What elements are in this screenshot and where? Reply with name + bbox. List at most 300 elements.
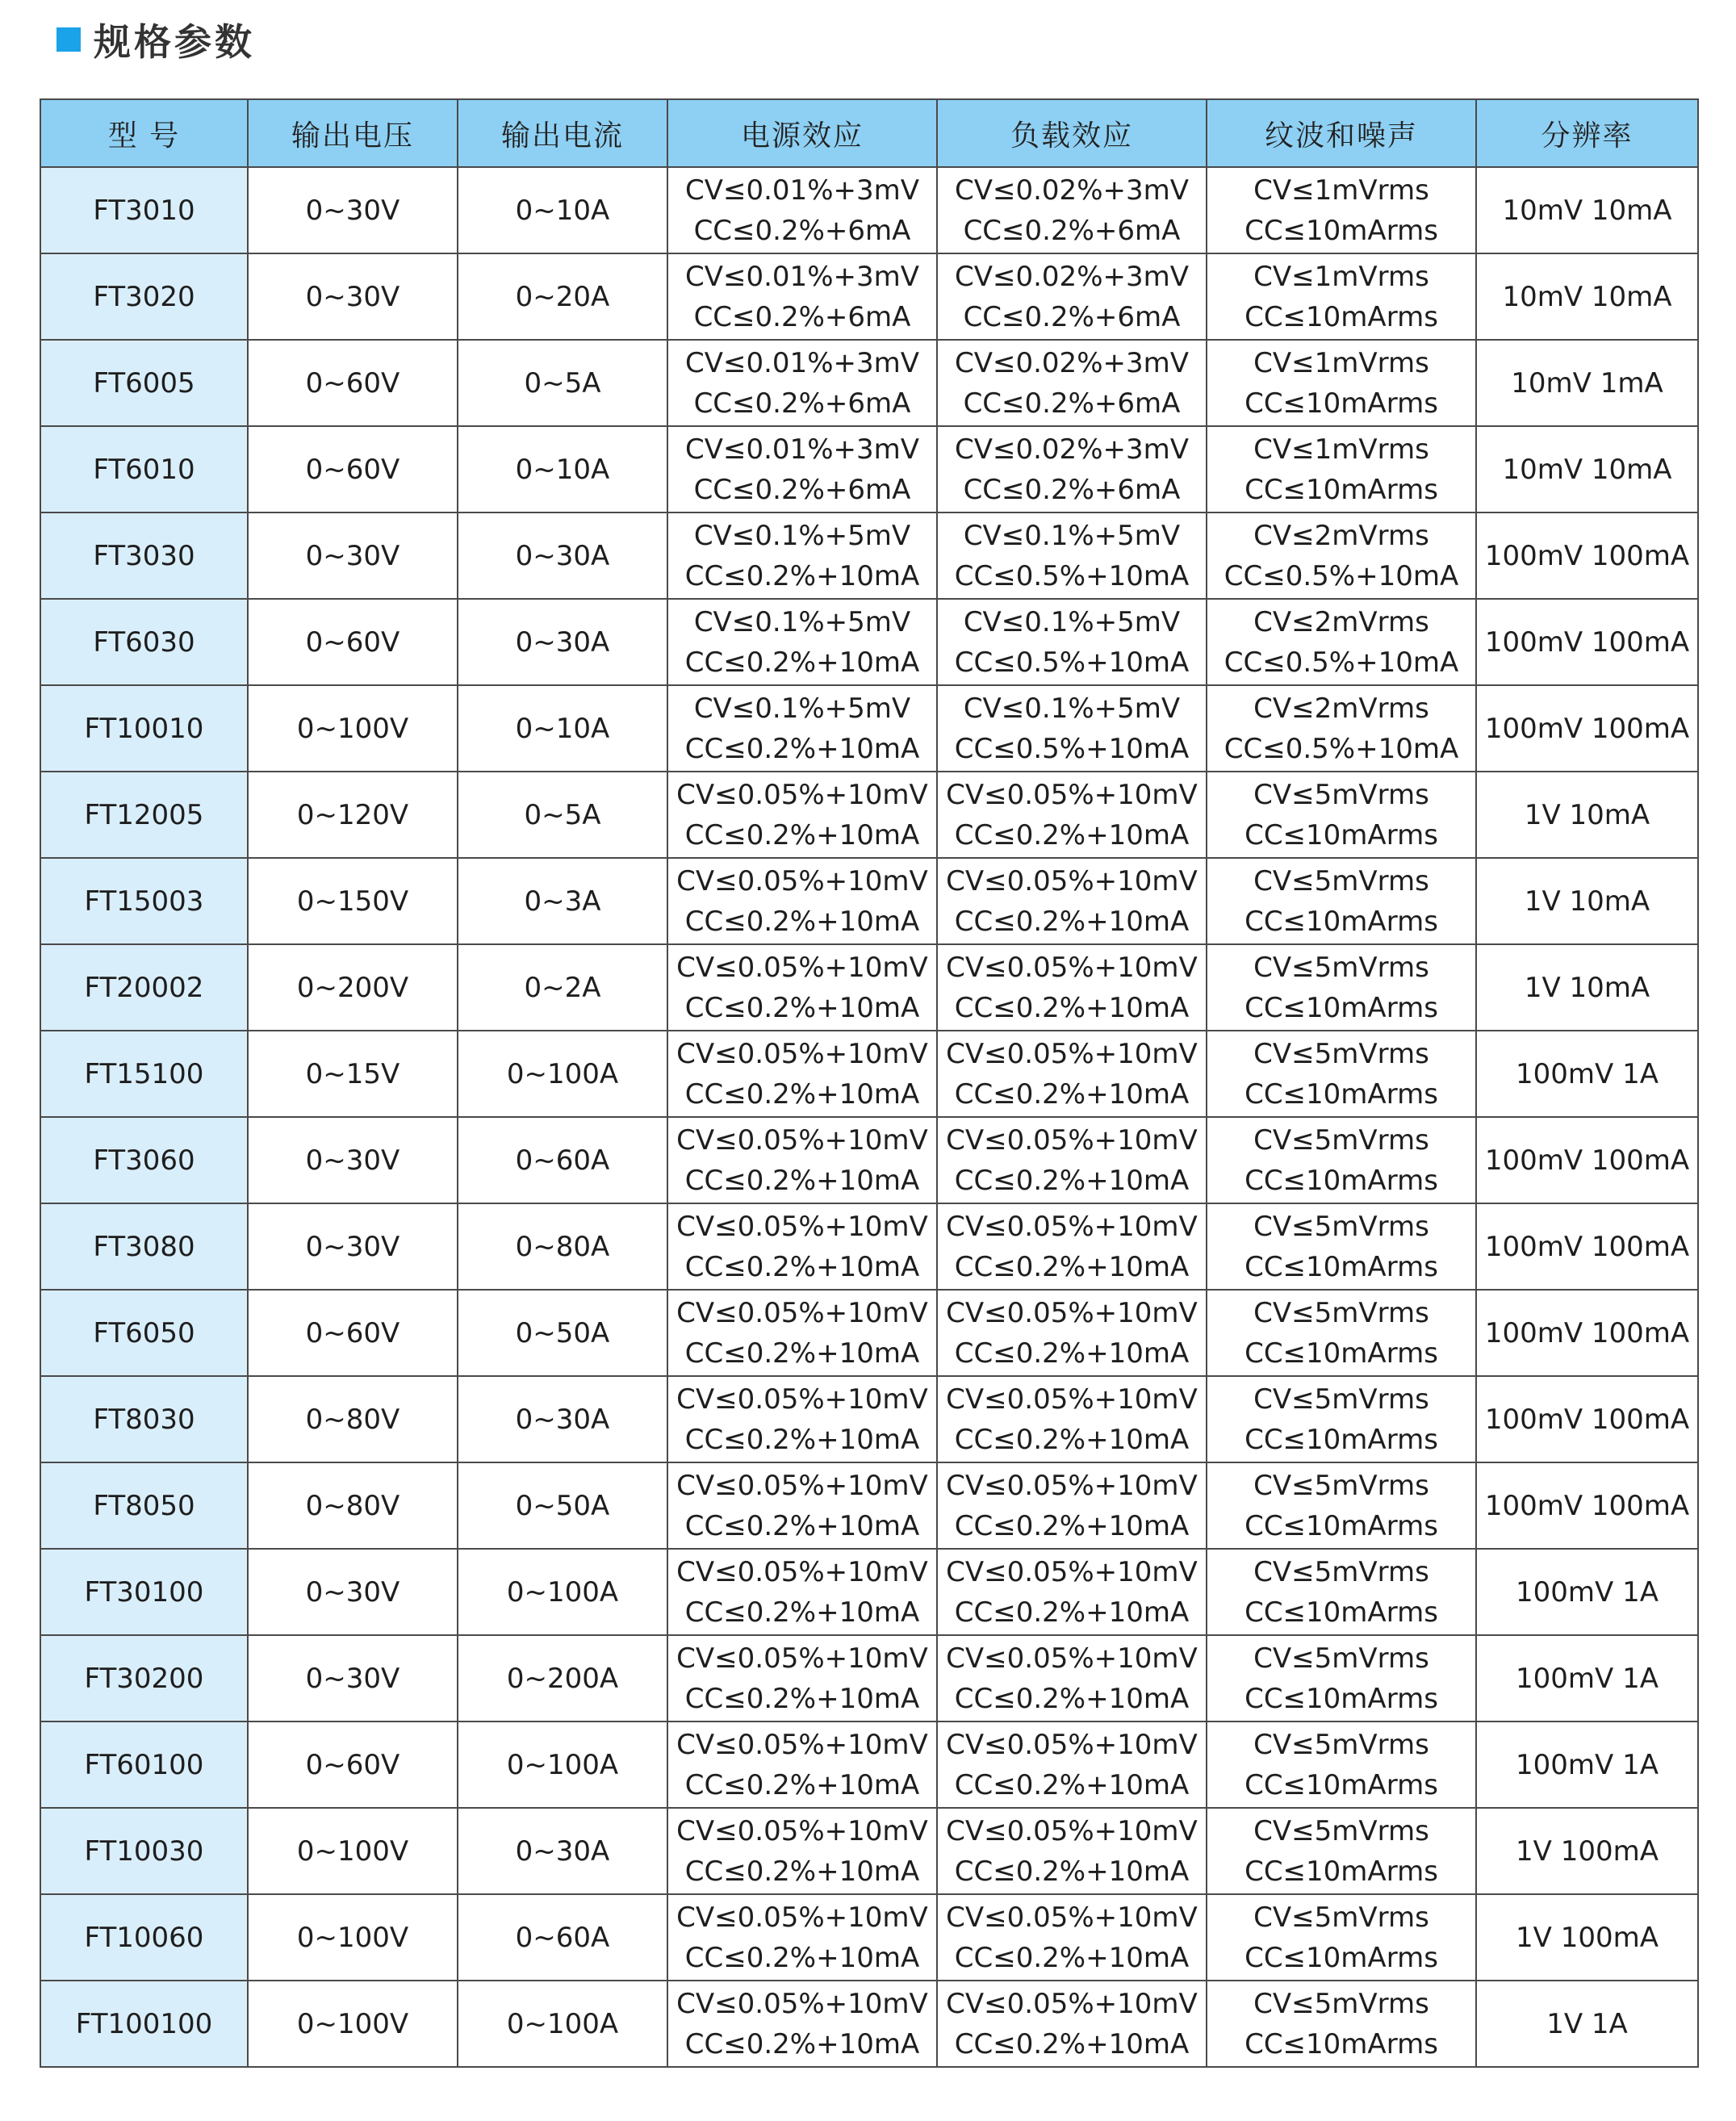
- load-effect-cell: [937, 1894, 1207, 1981]
- model-cell: FT30200: [40, 1635, 248, 1721]
- source-effect-cell: [667, 772, 937, 858]
- load-effect-cell-cv: CV≤0.02%+3mV: [955, 346, 1189, 379]
- load-effect-cell-cc: CC≤0.2%+10mA: [954, 1423, 1190, 1456]
- load-effect-cell-cc: CC≤0.2%+10mA: [954, 1941, 1190, 1974]
- load-effect-cell-cv: CV≤0.05%+10mV: [946, 1728, 1198, 1761]
- source-effect-cell-cv: CV≤0.05%+10mV: [676, 864, 928, 897]
- voltage-cell: 0~120V: [248, 772, 458, 858]
- load-effect-cell-cv: CV≤0.05%+10mV: [946, 1814, 1198, 1847]
- resolution-cell: 1V 10mA: [1476, 858, 1698, 944]
- source-effect-cell-cv: CV≤0.05%+10mV: [676, 1469, 928, 1502]
- source-effect-cell-cc: CC≤0.2%+6mA: [693, 473, 911, 506]
- ripple-noise-cell-cc: CC≤10mArms: [1244, 1509, 1438, 1542]
- resolution-cell: 100mV 1A: [1476, 1635, 1698, 1721]
- source-effect-cell-cv: CV≤0.05%+10mV: [676, 1383, 928, 1416]
- resolution-cell: 100mV 100mA: [1476, 599, 1698, 685]
- source-effect-cell: [667, 858, 937, 944]
- resolution-cell: 10mV 1mA: [1476, 340, 1698, 426]
- voltage-cell: 0~30V: [248, 1549, 458, 1635]
- source-effect-cell-cv: CV≤0.05%+10mV: [676, 951, 928, 984]
- model-cell: FT10010: [40, 685, 248, 772]
- ripple-noise-cell-cc: CC≤10mArms: [1244, 1941, 1438, 1974]
- current-cell: 0~50A: [458, 1462, 667, 1549]
- load-effect-cell: [937, 1549, 1207, 1635]
- source-effect-cell-cc: CC≤0.2%+10mA: [684, 732, 920, 765]
- source-effect-cell: [667, 1635, 937, 1721]
- load-effect-cell-cv: CV≤0.02%+3mV: [955, 260, 1189, 293]
- ripple-noise-cell-cc: CC≤10mArms: [1244, 905, 1438, 938]
- source-effect-cell-cc: CC≤0.2%+10mA: [684, 991, 920, 1024]
- ripple-noise-cell-cc: CC≤10mArms: [1244, 300, 1438, 333]
- voltage-cell: 0~80V: [248, 1376, 458, 1462]
- source-effect-cell-cc: CC≤0.2%+10mA: [684, 1596, 920, 1629]
- load-effect-cell-cc: CC≤0.2%+6mA: [963, 300, 1181, 333]
- voltage-cell: 0~150V: [248, 858, 458, 944]
- resolution-cell: 100mV 100mA: [1476, 1117, 1698, 1203]
- ripple-noise-cell-cv: CV≤5mVrms: [1253, 1901, 1429, 1934]
- source-effect-cell: [667, 340, 937, 426]
- resolution-cell: 100mV 1A: [1476, 1031, 1698, 1117]
- load-effect-cell-cv: CV≤0.05%+10mV: [946, 1210, 1198, 1243]
- ripple-noise-cell: [1207, 1376, 1476, 1462]
- header-model: 型 号: [40, 99, 248, 167]
- load-effect-cell-cv: CV≤0.05%+10mV: [946, 1296, 1198, 1329]
- voltage-cell: 0~30V: [248, 1635, 458, 1721]
- ripple-noise-cell-cc: CC≤10mArms: [1244, 1682, 1438, 1715]
- section-title: [56, 11, 255, 68]
- load-effect-cell-cc: CC≤0.5%+10mA: [954, 646, 1190, 679]
- load-effect-cell: [937, 599, 1207, 685]
- current-cell: 0~30A: [458, 1376, 667, 1462]
- table-row: [40, 1203, 1698, 1290]
- ripple-noise-cell: [1207, 1203, 1476, 1290]
- voltage-cell: 0~30V: [248, 1203, 458, 1290]
- model-cell: FT10060: [40, 1894, 248, 1981]
- current-cell: 0~20A: [458, 253, 667, 340]
- spec-table: [40, 98, 1699, 2068]
- ripple-noise-cell-cc: CC≤10mArms: [1244, 387, 1438, 420]
- load-effect-cell: [937, 426, 1207, 512]
- model-cell: FT6030: [40, 599, 248, 685]
- ripple-noise-cell: [1207, 1721, 1476, 1808]
- load-effect-cell-cv: CV≤0.05%+10mV: [946, 1987, 1198, 2020]
- source-effect-cell-cv: CV≤0.05%+10mV: [676, 1037, 928, 1070]
- ripple-noise-cell-cc: CC≤10mArms: [1244, 1077, 1438, 1111]
- source-effect-cell: [667, 1808, 937, 1894]
- model-cell: FT15003: [40, 858, 248, 944]
- ripple-noise-cell: [1207, 167, 1476, 253]
- ripple-noise-cell: [1207, 426, 1476, 512]
- load-effect-cell-cv: CV≤0.02%+3mV: [955, 433, 1189, 466]
- resolution-cell: 1V 100mA: [1476, 1894, 1698, 1981]
- load-effect-cell-cc: CC≤0.2%+10mA: [954, 1682, 1190, 1715]
- ripple-noise-cell-cv: CV≤5mVrms: [1253, 1469, 1429, 1502]
- resolution-cell: 100mV 100mA: [1476, 512, 1698, 599]
- current-cell: 0~100A: [458, 1031, 667, 1117]
- model-cell: FT100100: [40, 1981, 248, 2067]
- load-effect-cell-cc: CC≤0.2%+10mA: [954, 1077, 1190, 1111]
- model-cell: FT3030: [40, 512, 248, 599]
- source-effect-cell-cv: CV≤0.01%+3mV: [685, 346, 919, 379]
- resolution-cell: 100mV 100mA: [1476, 685, 1698, 772]
- voltage-cell: 0~100V: [248, 1808, 458, 1894]
- model-cell: FT20002: [40, 944, 248, 1031]
- ripple-noise-cell: [1207, 1549, 1476, 1635]
- source-effect-cell-cc: CC≤0.2%+10mA: [684, 1682, 920, 1715]
- resolution-cell: 1V 100mA: [1476, 1808, 1698, 1894]
- ripple-noise-cell-cc: CC≤10mArms: [1244, 1855, 1438, 1888]
- voltage-cell: 0~15V: [248, 1031, 458, 1117]
- table-row: [40, 1894, 1698, 1981]
- table-row: [40, 1117, 1698, 1203]
- source-effect-cell: [667, 599, 937, 685]
- source-effect-cell-cc: CC≤0.2%+10mA: [684, 1855, 920, 1888]
- current-cell: 0~10A: [458, 426, 667, 512]
- source-effect-cell: [667, 1031, 937, 1117]
- ripple-noise-cell: [1207, 1808, 1476, 1894]
- table-row: [40, 512, 1698, 599]
- ripple-noise-cell-cc: CC≤10mArms: [1244, 2027, 1438, 2060]
- voltage-cell: 0~30V: [248, 253, 458, 340]
- table-row: [40, 1549, 1698, 1635]
- ripple-noise-cell-cc: CC≤10mArms: [1244, 1337, 1438, 1370]
- source-effect-cell-cv: CV≤0.05%+10mV: [676, 1296, 928, 1329]
- ripple-noise-cell-cv: CV≤5mVrms: [1253, 1296, 1429, 1329]
- source-effect-cell-cc: CC≤0.2%+10mA: [684, 2027, 920, 2060]
- ripple-noise-cell-cv: CV≤5mVrms: [1253, 1987, 1429, 2020]
- table-body: [40, 167, 1698, 2067]
- source-effect-cell-cc: CC≤0.2%+10mA: [684, 905, 920, 938]
- current-cell: 0~10A: [458, 167, 667, 253]
- source-effect-cell-cc: CC≤0.2%+10mA: [684, 1164, 920, 1197]
- source-effect-cell-cc: CC≤0.2%+6mA: [693, 300, 911, 333]
- source-effect-cell-cv: CV≤0.05%+10mV: [676, 1123, 928, 1157]
- load-effect-cell: [937, 858, 1207, 944]
- load-effect-cell-cv: CV≤0.05%+10mV: [946, 864, 1198, 897]
- load-effect-cell-cv: CV≤0.05%+10mV: [946, 1901, 1198, 1934]
- ripple-noise-cell-cc: CC≤10mArms: [1244, 473, 1438, 506]
- source-effect-cell-cc: CC≤0.2%+10mA: [684, 818, 920, 851]
- source-effect-cell-cc: CC≤0.2%+10mA: [684, 1768, 920, 1801]
- resolution-cell: 10mV 10mA: [1476, 426, 1698, 512]
- ripple-noise-cell-cc: CC≤0.5%+10mA: [1224, 646, 1459, 679]
- source-effect-cell: [667, 253, 937, 340]
- load-effect-cell-cv: CV≤0.05%+10mV: [946, 1642, 1198, 1675]
- ripple-noise-cell: [1207, 772, 1476, 858]
- ripple-noise-cell-cv: CV≤5mVrms: [1253, 1728, 1429, 1761]
- load-effect-cell-cc: CC≤0.2%+10mA: [954, 1337, 1190, 1370]
- table-row: [40, 167, 1698, 253]
- model-cell: FT15100: [40, 1031, 248, 1117]
- source-effect-cell-cv: CV≤0.05%+10mV: [676, 1901, 928, 1934]
- source-effect-cell: [667, 167, 937, 253]
- voltage-cell: 0~100V: [248, 1981, 458, 2067]
- ripple-noise-cell-cc: CC≤10mArms: [1244, 1768, 1438, 1801]
- source-effect-cell-cv: CV≤0.05%+10mV: [676, 1987, 928, 2020]
- ripple-noise-cell-cc: CC≤10mArms: [1244, 818, 1438, 851]
- resolution-cell: 100mV 1A: [1476, 1721, 1698, 1808]
- load-effect-cell: [937, 1462, 1207, 1549]
- source-effect-cell-cc: CC≤0.2%+10mA: [684, 1941, 920, 1974]
- source-effect-cell-cc: CC≤0.2%+10mA: [684, 1250, 920, 1283]
- voltage-cell: 0~60V: [248, 1721, 458, 1808]
- load-effect-cell: [937, 1031, 1207, 1117]
- source-effect-cell: [667, 1290, 937, 1376]
- load-effect-cell-cc: CC≤0.2%+6mA: [963, 387, 1181, 420]
- load-effect-cell-cc: CC≤0.2%+10mA: [954, 1250, 1190, 1283]
- ripple-noise-cell-cc: CC≤0.5%+10mA: [1224, 732, 1459, 765]
- load-effect-cell-cc: CC≤0.2%+10mA: [954, 2027, 1190, 2060]
- voltage-cell: 0~30V: [248, 167, 458, 253]
- load-effect-cell-cv: CV≤0.05%+10mV: [946, 1383, 1198, 1416]
- source-effect-cell: [667, 512, 937, 599]
- load-effect-cell-cv: CV≤0.1%+5mV: [963, 519, 1181, 552]
- current-cell: 0~60A: [458, 1894, 667, 1981]
- source-effect-cell-cv: CV≤0.05%+10mV: [676, 1814, 928, 1847]
- table-row: [40, 426, 1698, 512]
- source-effect-cell: [667, 1721, 937, 1808]
- table-row: [40, 858, 1698, 944]
- table-row: [40, 1721, 1698, 1808]
- table-header-row: [40, 99, 1698, 167]
- resolution-cell: 10mV 10mA: [1476, 253, 1698, 340]
- source-effect-cell-cc: CC≤0.2%+10mA: [684, 1337, 920, 1370]
- load-effect-cell: [937, 1981, 1207, 2067]
- table-row: [40, 1808, 1698, 1894]
- source-effect-cell-cc: CC≤0.2%+6mA: [693, 214, 911, 247]
- table-row: [40, 1981, 1698, 2067]
- header-output-current: 输出电流: [458, 99, 667, 167]
- resolution-cell: 100mV 100mA: [1476, 1203, 1698, 1290]
- model-cell: FT3010: [40, 167, 248, 253]
- load-effect-cell: [937, 167, 1207, 253]
- current-cell: 0~3A: [458, 858, 667, 944]
- table-row: [40, 253, 1698, 340]
- header-source-effect: 电源效应: [667, 99, 937, 167]
- load-effect-cell: [937, 1635, 1207, 1721]
- source-effect-cell: [667, 1549, 937, 1635]
- source-effect-cell-cc: CC≤0.2%+10mA: [684, 1509, 920, 1542]
- load-effect-cell-cc: CC≤0.2%+10mA: [954, 1509, 1190, 1542]
- load-effect-cell: [937, 1376, 1207, 1462]
- table-row: [40, 1376, 1698, 1462]
- source-effect-cell-cv: CV≤0.01%+3mV: [685, 174, 919, 207]
- voltage-cell: 0~30V: [248, 1117, 458, 1203]
- source-effect-cell-cv: CV≤0.1%+5mV: [693, 605, 911, 638]
- load-effect-cell-cc: CC≤0.5%+10mA: [954, 559, 1190, 592]
- resolution-cell: 100mV 100mA: [1476, 1290, 1698, 1376]
- model-cell: FT30100: [40, 1549, 248, 1635]
- ripple-noise-cell-cv: CV≤2mVrms: [1253, 605, 1429, 638]
- source-effect-cell-cv: CV≤0.05%+10mV: [676, 1728, 928, 1761]
- resolution-cell: 100mV 100mA: [1476, 1376, 1698, 1462]
- ripple-noise-cell-cc: CC≤10mArms: [1244, 1423, 1438, 1456]
- source-effect-cell-cc: CC≤0.2%+10mA: [684, 559, 920, 592]
- table-row: [40, 1635, 1698, 1721]
- load-effect-cell-cv: CV≤0.05%+10mV: [946, 778, 1198, 811]
- ripple-noise-cell: [1207, 1031, 1476, 1117]
- voltage-cell: 0~60V: [248, 1290, 458, 1376]
- current-cell: 0~30A: [458, 599, 667, 685]
- load-effect-cell-cc: CC≤0.2%+10mA: [954, 991, 1190, 1024]
- load-effect-cell-cc: CC≤0.2%+6mA: [963, 473, 1181, 506]
- table-row: [40, 1031, 1698, 1117]
- voltage-cell: 0~30V: [248, 512, 458, 599]
- model-cell: FT10030: [40, 1808, 248, 1894]
- current-cell: 0~100A: [458, 1721, 667, 1808]
- load-effect-cell-cc: CC≤0.2%+10mA: [954, 1596, 1190, 1629]
- voltage-cell: 0~60V: [248, 426, 458, 512]
- square-bullet-icon: [56, 27, 81, 52]
- source-effect-cell: [667, 1117, 937, 1203]
- source-effect-cell-cv: CV≤0.05%+10mV: [676, 778, 928, 811]
- load-effect-cell: [937, 1203, 1207, 1290]
- model-cell: FT8050: [40, 1462, 248, 1549]
- source-effect-cell: [667, 1981, 937, 2067]
- ripple-noise-cell-cv: CV≤5mVrms: [1253, 1123, 1429, 1157]
- source-effect-cell: [667, 944, 937, 1031]
- current-cell: 0~60A: [458, 1117, 667, 1203]
- current-cell: 0~2A: [458, 944, 667, 1031]
- load-effect-cell-cc: CC≤0.2%+10mA: [954, 1164, 1190, 1197]
- model-cell: FT3080: [40, 1203, 248, 1290]
- load-effect-cell: [937, 1808, 1207, 1894]
- source-effect-cell: [667, 1376, 937, 1462]
- voltage-cell: 0~100V: [248, 685, 458, 772]
- model-cell: FT3060: [40, 1117, 248, 1203]
- ripple-noise-cell-cv: CV≤5mVrms: [1253, 1642, 1429, 1675]
- voltage-cell: 0~100V: [248, 1894, 458, 1981]
- ripple-noise-cell: [1207, 1462, 1476, 1549]
- ripple-noise-cell-cv: CV≤5mVrms: [1253, 951, 1429, 984]
- source-effect-cell-cv: CV≤0.05%+10mV: [676, 1642, 928, 1675]
- source-effect-cell-cc: CC≤0.2%+10mA: [684, 1423, 920, 1456]
- ripple-noise-cell: [1207, 1981, 1476, 2067]
- load-effect-cell-cv: CV≤0.05%+10mV: [946, 1555, 1198, 1588]
- current-cell: 0~100A: [458, 1549, 667, 1635]
- table-row: [40, 1462, 1698, 1549]
- load-effect-cell-cv: CV≤0.02%+3mV: [955, 174, 1189, 207]
- table-row: [40, 340, 1698, 426]
- current-cell: 0~30A: [458, 512, 667, 599]
- source-effect-cell-cv: CV≤0.1%+5mV: [693, 692, 911, 725]
- source-effect-cell: [667, 1462, 937, 1549]
- ripple-noise-cell: [1207, 512, 1476, 599]
- voltage-cell: 0~200V: [248, 944, 458, 1031]
- load-effect-cell-cv: CV≤0.05%+10mV: [946, 951, 1198, 984]
- source-effect-cell-cc: CC≤0.2%+6mA: [693, 387, 911, 420]
- ripple-noise-cell-cc: CC≤10mArms: [1244, 1596, 1438, 1629]
- header-load-effect: 负载效应: [937, 99, 1207, 167]
- table-row: [40, 772, 1698, 858]
- resolution-cell: 100mV 1A: [1476, 1549, 1698, 1635]
- ripple-noise-cell-cv: CV≤1mVrms: [1253, 260, 1429, 293]
- load-effect-cell: [937, 340, 1207, 426]
- table-row: [40, 1290, 1698, 1376]
- current-cell: 0~5A: [458, 772, 667, 858]
- model-cell: FT60100: [40, 1721, 248, 1808]
- ripple-noise-cell-cv: CV≤5mVrms: [1253, 1814, 1429, 1847]
- source-effect-cell-cc: CC≤0.2%+10mA: [684, 646, 920, 679]
- ripple-noise-cell: [1207, 1290, 1476, 1376]
- ripple-noise-cell-cv: CV≤5mVrms: [1253, 864, 1429, 897]
- resolution-cell: 1V 1A: [1476, 1981, 1698, 2067]
- ripple-noise-cell-cc: CC≤10mArms: [1244, 991, 1438, 1024]
- ripple-noise-cell: [1207, 685, 1476, 772]
- section-title-text: 规格参数: [94, 20, 255, 64]
- ripple-noise-cell-cv: CV≤1mVrms: [1253, 174, 1429, 207]
- source-effect-cell: [667, 1203, 937, 1290]
- ripple-noise-cell-cc: CC≤0.5%+10mA: [1224, 559, 1459, 592]
- model-cell: FT6005: [40, 340, 248, 426]
- voltage-cell: 0~60V: [248, 599, 458, 685]
- load-effect-cell-cv: CV≤0.1%+5mV: [963, 605, 1181, 638]
- current-cell: 0~5A: [458, 340, 667, 426]
- load-effect-cell-cc: CC≤0.2%+10mA: [954, 1768, 1190, 1801]
- voltage-cell: 0~60V: [248, 340, 458, 426]
- source-effect-cell-cv: CV≤0.05%+10mV: [676, 1555, 928, 1588]
- load-effect-cell-cc: CC≤0.5%+10mA: [954, 732, 1190, 765]
- ripple-noise-cell: [1207, 944, 1476, 1031]
- current-cell: 0~10A: [458, 685, 667, 772]
- resolution-cell: 100mV 100mA: [1476, 1462, 1698, 1549]
- load-effect-cell: [937, 512, 1207, 599]
- source-effect-cell-cc: CC≤0.2%+10mA: [684, 1077, 920, 1111]
- current-cell: 0~100A: [458, 1981, 667, 2067]
- header-resolution: 分辨率: [1476, 99, 1698, 167]
- load-effect-cell: [937, 1290, 1207, 1376]
- load-effect-cell: [937, 772, 1207, 858]
- ripple-noise-cell-cv: CV≤2mVrms: [1253, 692, 1429, 725]
- ripple-noise-cell-cv: CV≤1mVrms: [1253, 346, 1429, 379]
- resolution-cell: 1V 10mA: [1476, 772, 1698, 858]
- current-cell: 0~200A: [458, 1635, 667, 1721]
- ripple-noise-cell-cv: CV≤5mVrms: [1253, 778, 1429, 811]
- load-effect-cell: [937, 253, 1207, 340]
- load-effect-cell-cv: CV≤0.1%+5mV: [963, 692, 1181, 725]
- source-effect-cell: [667, 1894, 937, 1981]
- header-ripple-noise: 纹波和噪声: [1207, 99, 1476, 167]
- load-effect-cell-cc: CC≤0.2%+10mA: [954, 905, 1190, 938]
- load-effect-cell: [937, 685, 1207, 772]
- table-row: [40, 685, 1698, 772]
- ripple-noise-cell-cv: CV≤1mVrms: [1253, 433, 1429, 466]
- ripple-noise-cell: [1207, 858, 1476, 944]
- voltage-cell: 0~80V: [248, 1462, 458, 1549]
- load-effect-cell-cv: CV≤0.05%+10mV: [946, 1123, 1198, 1157]
- ripple-noise-cell: [1207, 340, 1476, 426]
- header-output-voltage: 输出电压: [248, 99, 458, 167]
- ripple-noise-cell-cv: CV≤5mVrms: [1253, 1210, 1429, 1243]
- load-effect-cell-cv: CV≤0.05%+10mV: [946, 1469, 1198, 1502]
- model-cell: FT6050: [40, 1290, 248, 1376]
- current-cell: 0~80A: [458, 1203, 667, 1290]
- load-effect-cell-cc: CC≤0.2%+6mA: [963, 214, 1181, 247]
- model-cell: FT3020: [40, 253, 248, 340]
- resolution-cell: 10mV 10mA: [1476, 167, 1698, 253]
- ripple-noise-cell-cv: CV≤5mVrms: [1253, 1037, 1429, 1070]
- load-effect-cell-cv: CV≤0.05%+10mV: [946, 1037, 1198, 1070]
- current-cell: 0~50A: [458, 1290, 667, 1376]
- ripple-noise-cell-cc: CC≤10mArms: [1244, 1164, 1438, 1197]
- source-effect-cell: [667, 685, 937, 772]
- model-cell: FT6010: [40, 426, 248, 512]
- load-effect-cell-cc: CC≤0.2%+10mA: [954, 1855, 1190, 1888]
- table-row: [40, 944, 1698, 1031]
- model-cell: FT12005: [40, 772, 248, 858]
- ripple-noise-cell: [1207, 1117, 1476, 1203]
- model-cell: FT8030: [40, 1376, 248, 1462]
